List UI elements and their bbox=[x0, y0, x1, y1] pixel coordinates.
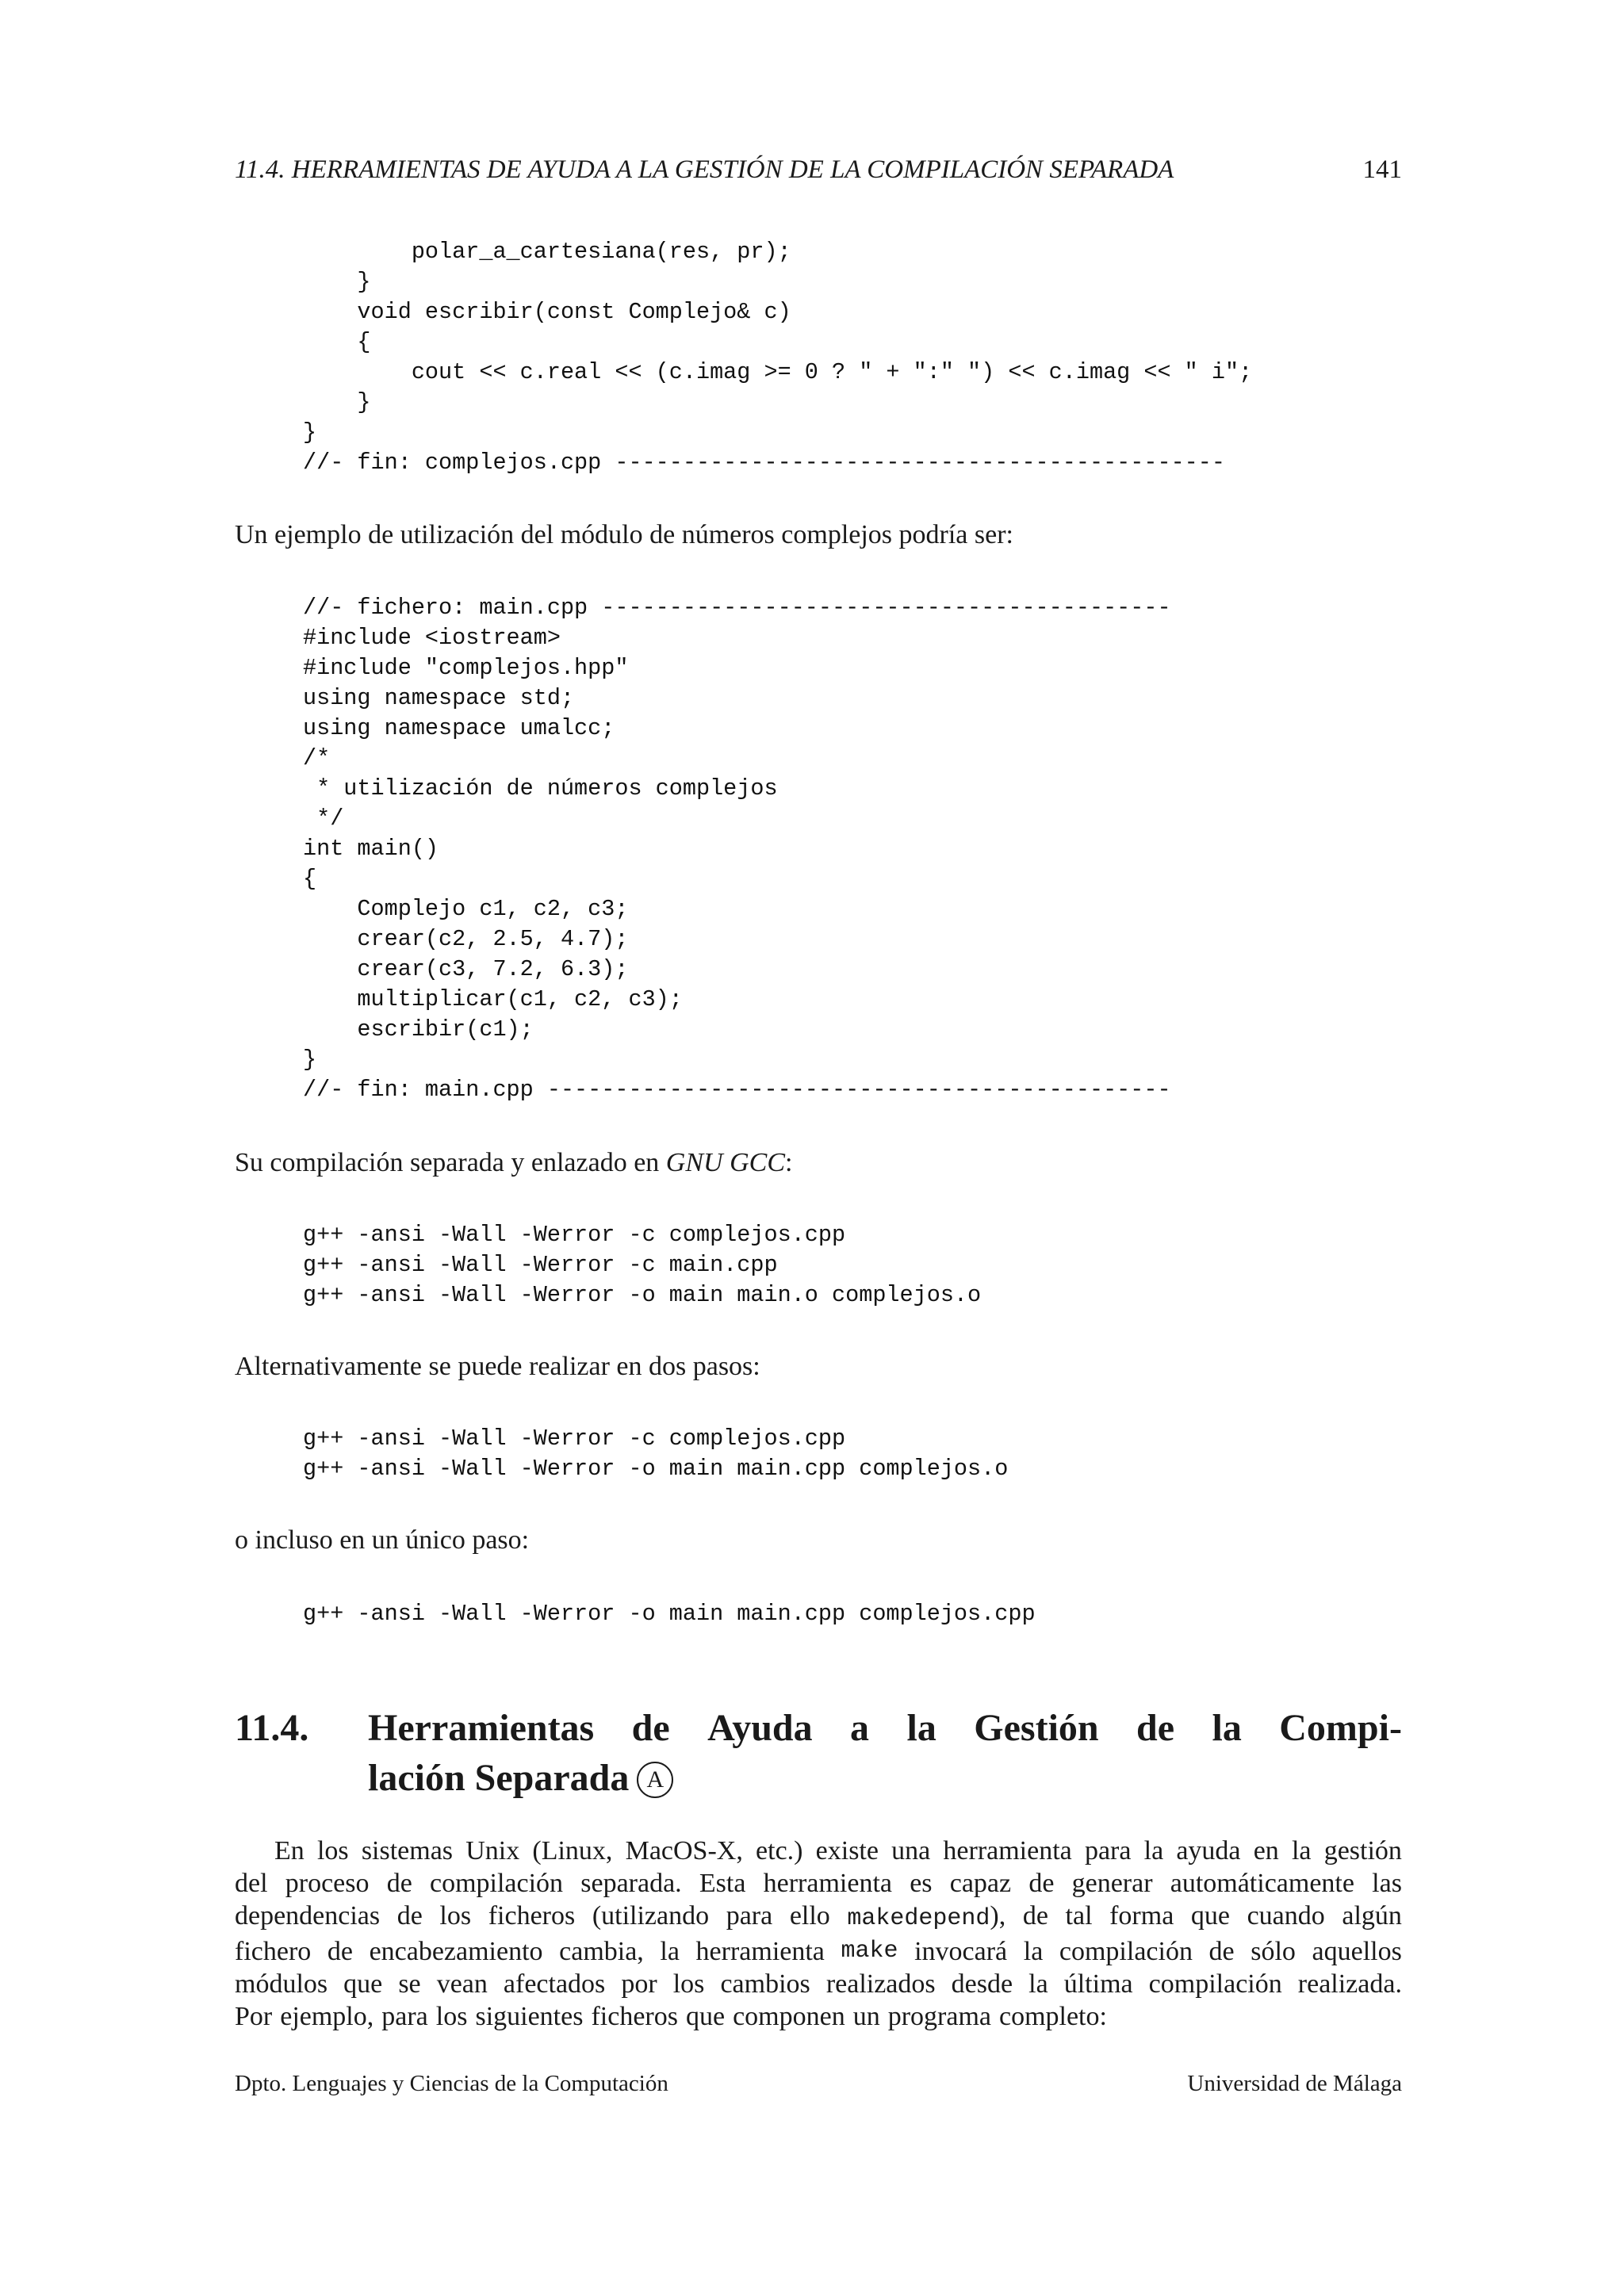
section-title-line-2 bbox=[368, 1753, 1402, 1803]
paragraph-word: sistemas bbox=[361, 1836, 454, 1866]
paragraph-word: la bbox=[1028, 1969, 1048, 1999]
paragraph-word: módulos bbox=[235, 1969, 328, 1999]
section-title-line-1 bbox=[368, 1703, 1402, 1753]
paragraph-word: es bbox=[910, 1869, 933, 1898]
paragraph-word: las bbox=[1372, 1869, 1402, 1898]
code-line: //- fin: complejos.cpp --------------------------------------------- bbox=[303, 450, 1225, 476]
code-line: g++ -ansi -Wall -Werror -o main main.o complejos.o bbox=[303, 1282, 982, 1308]
paragraph-word: de bbox=[1028, 1869, 1055, 1898]
paragraph-word: siguientes bbox=[475, 2002, 584, 2031]
paragraph-word: de bbox=[1208, 1937, 1235, 1966]
paragraph-word: dependencias bbox=[235, 1901, 381, 1931]
paragraph-word: realizados bbox=[825, 1969, 936, 1999]
code-line: polar_a_cartesiana(res, pr); bbox=[303, 239, 791, 265]
paragraph-word: los bbox=[316, 1836, 349, 1866]
paragraph-word: cambia, bbox=[559, 1937, 644, 1966]
code-line: g++ -ansi -Wall -Werror -c main.cpp bbox=[303, 1252, 778, 1278]
paragraph-word: gestión bbox=[1323, 1836, 1402, 1866]
paragraph-word: encabezamiento bbox=[369, 1937, 543, 1966]
paragraph-word: del bbox=[235, 1869, 268, 1898]
paragraph-word: fichero bbox=[235, 1937, 312, 1966]
paragraph-line bbox=[235, 1900, 1402, 1935]
text-compilation-gnu-gcc bbox=[235, 1146, 1402, 1179]
paragraph-word: la bbox=[1143, 1836, 1164, 1866]
paragraph-word: en bbox=[1253, 1836, 1279, 1866]
code-line: */ bbox=[303, 806, 344, 832]
paragraph-word: componen bbox=[733, 2002, 845, 2031]
section-number: 11.4. bbox=[235, 1707, 309, 1749]
paragraph-word: capaz bbox=[949, 1869, 1012, 1898]
paragraph-line bbox=[235, 1935, 1402, 1968]
code-line: g++ -ansi -Wall -Werror -o main main.cpp complejos.o bbox=[303, 1456, 1009, 1482]
paragraph-line bbox=[235, 1867, 1402, 1900]
code-line: /* bbox=[303, 745, 331, 771]
paragraph-word: ello bbox=[789, 1901, 830, 1931]
paragraph-word: compilación bbox=[1059, 1937, 1193, 1966]
code-line: //- fin: main.cpp ---------------------------------------------- bbox=[303, 1077, 1171, 1103]
paragraph-word: vean bbox=[436, 1969, 488, 1999]
text-usage-example: Un ejemplo de utilización del módulo de números complejos podría ser: bbox=[235, 520, 1013, 549]
paragraph-word: programa bbox=[887, 2002, 991, 2031]
paragraph-word: Por bbox=[235, 2002, 273, 2031]
paragraph-word: ayuda bbox=[1176, 1836, 1241, 1866]
paragraph-word: separada. bbox=[580, 1869, 682, 1898]
heading-word: a bbox=[850, 1707, 870, 1749]
paragraph-word: ficheros bbox=[488, 1901, 576, 1931]
paragraph-word: cambios bbox=[720, 1969, 810, 1999]
code-line: #include <iostream> bbox=[303, 625, 561, 651]
paragraph-word: para bbox=[381, 2002, 428, 2031]
paragraph-word: que bbox=[685, 2002, 726, 2031]
code-block-main-cpp bbox=[303, 593, 1171, 1105]
paragraph-word: forma bbox=[1109, 1901, 1174, 1931]
heading-word: la bbox=[1212, 1707, 1242, 1749]
running-header-title: 11.4. HERRAMIENTAS DE AYUDA A LA GESTIÓN DE LA COMPILACIÓN SEPARADA bbox=[235, 155, 1174, 184]
code-line: void escribir(const Complejo& c) bbox=[303, 299, 791, 325]
paragraph-word: (Linux, bbox=[532, 1836, 613, 1866]
running-header bbox=[235, 155, 1402, 185]
heading-word: de bbox=[1136, 1707, 1175, 1749]
section-title-line-2-text: lación Separada bbox=[368, 1757, 630, 1799]
code-block-single-step bbox=[303, 1599, 1036, 1629]
paragraph-word: generar bbox=[1071, 1869, 1153, 1898]
paragraph-word: ejemplo, bbox=[280, 2002, 374, 2031]
paragraph-word: última bbox=[1063, 1969, 1133, 1999]
text-two-steps: Alternativamente se puede realizar en dos pasos: bbox=[235, 1352, 760, 1381]
code-block-complejos-end bbox=[303, 237, 1252, 478]
paragraph-word: de bbox=[396, 1901, 423, 1931]
paragraph-word: invocará bbox=[914, 1937, 1008, 1966]
section-title bbox=[368, 1703, 1402, 1803]
code-line: crear(c3, 7.2, 6.3); bbox=[303, 956, 629, 982]
paragraph-word: desde bbox=[951, 1969, 1013, 1999]
paragraph-line bbox=[235, 1835, 1402, 1867]
paragraph-line bbox=[235, 2000, 1402, 2033]
paragraph-word: los bbox=[435, 2002, 468, 2031]
code-line: escribir(c1); bbox=[303, 1016, 534, 1043]
paragraph-word: existe bbox=[815, 1836, 879, 1866]
paragraph-word: los bbox=[439, 1901, 472, 1931]
heading-word: de bbox=[631, 1707, 670, 1749]
paragraph-word: la bbox=[660, 1937, 680, 1966]
paragraph-word: proceso bbox=[285, 1869, 370, 1898]
heading-word: Herramientas bbox=[368, 1707, 595, 1749]
heading-word: Gestión bbox=[974, 1707, 1099, 1749]
paragraph-word: compilación bbox=[1148, 1969, 1282, 1999]
paragraph-word: se bbox=[398, 1969, 421, 1999]
heading-word: Compi- bbox=[1279, 1707, 1402, 1749]
code-line: using namespace std; bbox=[303, 685, 575, 711]
text-compilation-prefix: Su compilación separada y enlazado en bbox=[235, 1148, 666, 1177]
code-line: } bbox=[303, 1047, 317, 1073]
paragraph-word: afectados bbox=[503, 1969, 606, 1999]
paragraph-word: compilación bbox=[430, 1869, 564, 1898]
paragraph-word: para bbox=[726, 1901, 773, 1931]
paragraph-word: automáticamente bbox=[1170, 1869, 1354, 1898]
paragraph-word: Unix bbox=[465, 1836, 520, 1866]
paragraph-word: de bbox=[1022, 1901, 1048, 1931]
paragraph-word: de bbox=[327, 1937, 353, 1966]
page-footer bbox=[235, 2071, 1402, 2097]
code-line: cout << c.real << (c.imag >= 0 ? " + ":" ") << c.imag << " i"; bbox=[303, 359, 1253, 385]
paragraph-word: completo: bbox=[998, 2002, 1107, 2031]
code-block-separate-compile bbox=[303, 1220, 981, 1311]
paragraph-line bbox=[235, 1968, 1402, 2000]
paragraph-word: MacOS-X, bbox=[625, 1836, 743, 1866]
paragraph-word: algún bbox=[1342, 1901, 1402, 1931]
paragraph-word: tal bbox=[1065, 1901, 1093, 1931]
code-line: g++ -ansi -Wall -Werror -c complejos.cpp bbox=[303, 1425, 846, 1452]
paragraph-word: herramienta bbox=[695, 1937, 825, 1966]
paragraph-word: un bbox=[852, 2002, 880, 2031]
paragraph-word: por bbox=[621, 1969, 657, 1999]
gnu-gcc-label: GNU GCC bbox=[665, 1148, 785, 1177]
paragraph-word: una bbox=[891, 1836, 931, 1866]
text-single-step: o incluso en un único paso: bbox=[235, 1525, 530, 1555]
code-line: int main() bbox=[303, 836, 439, 862]
page-number: 141 bbox=[1362, 155, 1402, 184]
paragraph-word: Esta bbox=[699, 1869, 746, 1898]
footer-department: Dpto. Lenguajes y Ciencias de la Computación bbox=[235, 2071, 668, 2096]
paragraph-word: para bbox=[1084, 1836, 1132, 1866]
advanced-badge-icon: A bbox=[637, 1762, 673, 1798]
paragraph-word: herramienta bbox=[943, 1836, 1072, 1866]
paragraph-word: En bbox=[274, 1836, 304, 1866]
paragraph-word: etc.) bbox=[756, 1836, 803, 1866]
code-line: multiplicar(c1, c2, c3); bbox=[303, 986, 683, 1012]
paragraph-word: aquellos bbox=[1312, 1937, 1402, 1966]
code-line: * utilización de números complejos bbox=[303, 775, 778, 802]
code-line: using namespace umalcc; bbox=[303, 715, 615, 741]
code-line: } bbox=[303, 269, 371, 295]
paragraph-word: herramienta bbox=[763, 1869, 892, 1898]
paragraph-word: los bbox=[672, 1969, 705, 1999]
intro-paragraph bbox=[235, 1835, 1402, 2033]
code-block-two-steps bbox=[303, 1424, 1008, 1484]
text-compilation-suffix: : bbox=[785, 1148, 793, 1177]
paragraph-word: realizada. bbox=[1297, 1969, 1402, 1999]
paragraph-word: cuando bbox=[1247, 1901, 1325, 1931]
paragraph-word: la bbox=[1023, 1937, 1044, 1966]
code-line: } bbox=[303, 389, 371, 415]
code-line: g++ -ansi -Wall -Werror -o main main.cpp complejos.cpp bbox=[303, 1601, 1036, 1627]
paragraph-word: que bbox=[1190, 1901, 1230, 1931]
heading-word: la bbox=[906, 1707, 936, 1749]
code-line: g++ -ansi -Wall -Werror -c complejos.cpp bbox=[303, 1222, 846, 1248]
paragraph-word: (utilizando bbox=[592, 1901, 710, 1931]
code-line: } bbox=[303, 419, 317, 446]
paragraph-word: de bbox=[386, 1869, 412, 1898]
code-line: Complejo c1, c2, c3; bbox=[303, 896, 629, 922]
paragraph-word: la bbox=[1291, 1836, 1312, 1866]
code-line: //- fichero: main.cpp ------------------------------------------ bbox=[303, 595, 1171, 621]
paragraph-word: que bbox=[343, 1969, 383, 1999]
paragraph-word: make bbox=[841, 1938, 898, 1965]
footer-university: Universidad de Málaga bbox=[1187, 2071, 1402, 2096]
paragraph-word: sólo bbox=[1251, 1937, 1296, 1966]
code-line: crear(c2, 2.5, 4.7); bbox=[303, 926, 629, 952]
heading-word: Ayuda bbox=[707, 1707, 813, 1749]
paragraph-word: makedepend), bbox=[847, 1901, 1006, 1932]
code-line: { bbox=[303, 329, 371, 355]
paragraph-word: ficheros bbox=[591, 2002, 678, 2031]
code-line: #include "complejos.hpp" bbox=[303, 655, 629, 681]
code-line: { bbox=[303, 866, 317, 892]
